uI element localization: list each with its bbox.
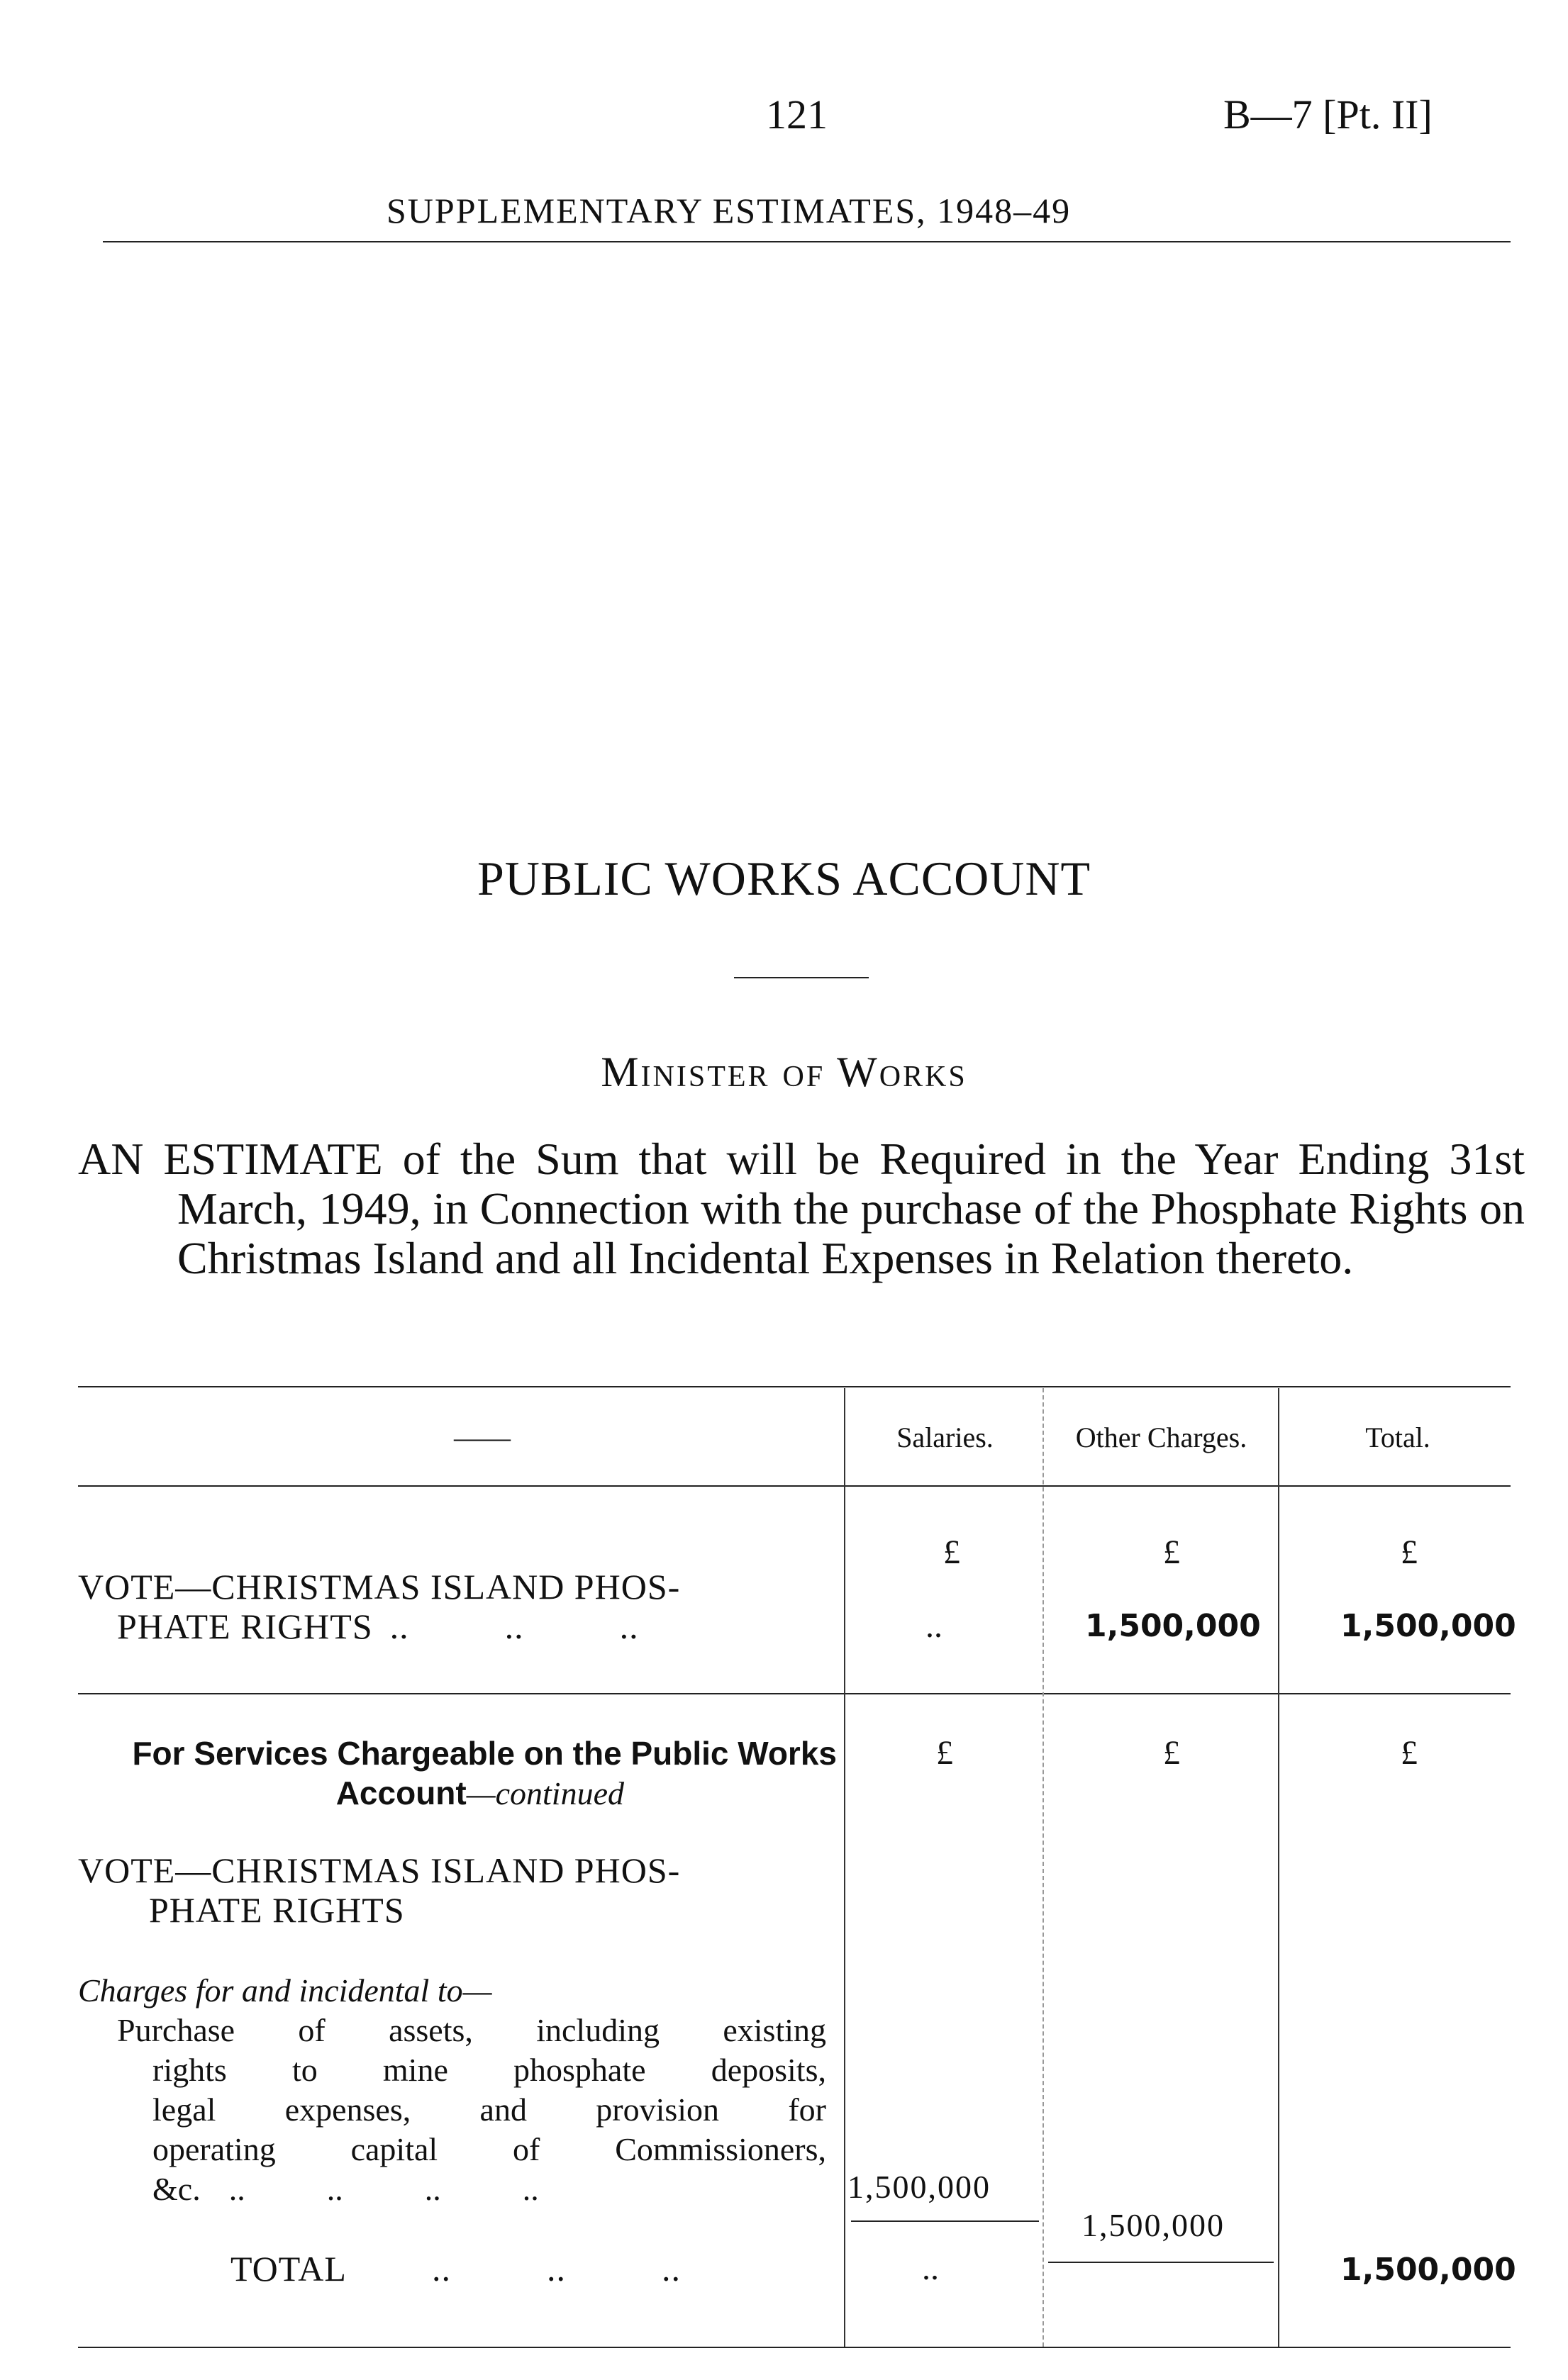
detail-vote-line1: VOTE—CHRISTMAS ISLAND PHOS-: [78, 1850, 681, 1890]
item-line-2: rights to mine phosphate deposits,: [152, 2052, 826, 2088]
column-divider-2: [1042, 1388, 1044, 2347]
table-header-rule: [78, 1485, 1511, 1487]
detail-vote-line2: PHATE RIGHTS: [149, 1890, 405, 1930]
total-label-text: TOTAL: [230, 2249, 347, 2289]
services-heading-account: Account: [335, 1775, 467, 1811]
column-header-description: ——: [454, 1421, 511, 1453]
column-divider-1: [844, 1388, 845, 2347]
currency-total: £: [1401, 1533, 1418, 1571]
section-title: PUBLIC WORKS ACCOUNT: [477, 851, 1091, 905]
detail-currency-total: £: [1401, 1734, 1418, 1772]
item-amount: 1,500,000: [847, 2169, 991, 2205]
vote-label-line1: VOTE—CHRISTMAS ISLAND PHOS-: [78, 1567, 681, 1607]
currency-other-charges: £: [1163, 1533, 1180, 1571]
page-number: 121: [766, 91, 828, 138]
item-leaders: .. .. .. ..: [228, 2171, 539, 2207]
column-header-salaries: Salaries.: [896, 1421, 994, 1453]
item-line-1: Purchase of assets, including existing: [117, 2012, 826, 2048]
table-top-rule: [78, 1386, 1511, 1387]
summary-total-value: 1,500,000: [1340, 1608, 1516, 1644]
minister-heading: Minister of Works: [601, 1049, 967, 1095]
currency-salaries: £: [943, 1533, 960, 1571]
salaries-sum-rule: [851, 2220, 1039, 2222]
item-last-text: &c.: [152, 2171, 201, 2207]
summary-salaries-value: ..: [925, 1607, 943, 1645]
item-line-4: operating capital of Commissioners,: [152, 2131, 826, 2167]
header-rule: [103, 241, 1511, 242]
summary-bottom-rule: [78, 1693, 1511, 1694]
total-amount: 1,500,000: [1340, 2252, 1516, 2288]
estimate-text: of the Sum that will be Required in the Year Ending 31st March, 1949, in Connection with the purchase of the Phosphate Rights on Christmas Island and all Incidental Expenses in Relation thereto.: [177, 1134, 1525, 1283]
detail-currency-salaries: £: [936, 1734, 953, 1772]
summary-other-charges-value: 1,500,000: [1085, 1608, 1261, 1644]
detail-currency-other-charges: £: [1163, 1734, 1180, 1772]
estimate-lead: AN ESTIMATE: [78, 1134, 383, 1184]
services-heading-line2: [78, 1773, 624, 1814]
running-title: SUPPLEMENTARY ESTIMATES, 1948–49: [387, 191, 1072, 230]
total-label: [230, 2249, 681, 2289]
charges-heading: Charges for and incidental to—: [78, 1972, 492, 2009]
column-divider-3: [1278, 1388, 1279, 2347]
vote-label-line2: [117, 1607, 639, 1646]
total-salaries-value: ..: [922, 2250, 939, 2287]
column-header-total: Total.: [1365, 1421, 1430, 1453]
services-heading-continued: —continued: [466, 1775, 624, 1811]
total-leaders: .. .. ..: [431, 2249, 681, 2289]
services-heading-line1: For Services Chargeable on the Public Works: [132, 1735, 837, 1772]
vote-label-leaders: .. .. ..: [389, 1607, 639, 1646]
other-charges-sum-rule: [1048, 2262, 1274, 2263]
page-reference: B—7 [Pt. II]: [1223, 91, 1433, 138]
vote-label-line2-text: PHATE RIGHTS: [117, 1607, 373, 1646]
item-line-5: [152, 2169, 539, 2209]
column-header-other-charges: Other Charges.: [1075, 1421, 1247, 1453]
table-bottom-rule: [78, 2347, 1511, 2348]
item-line-3: legal expenses, and provision for: [152, 2091, 826, 2128]
title-divider: [734, 977, 869, 978]
estimate-paragraph: [78, 1134, 1525, 1283]
detail-subtotal: 1,500,000: [1082, 2207, 1225, 2243]
